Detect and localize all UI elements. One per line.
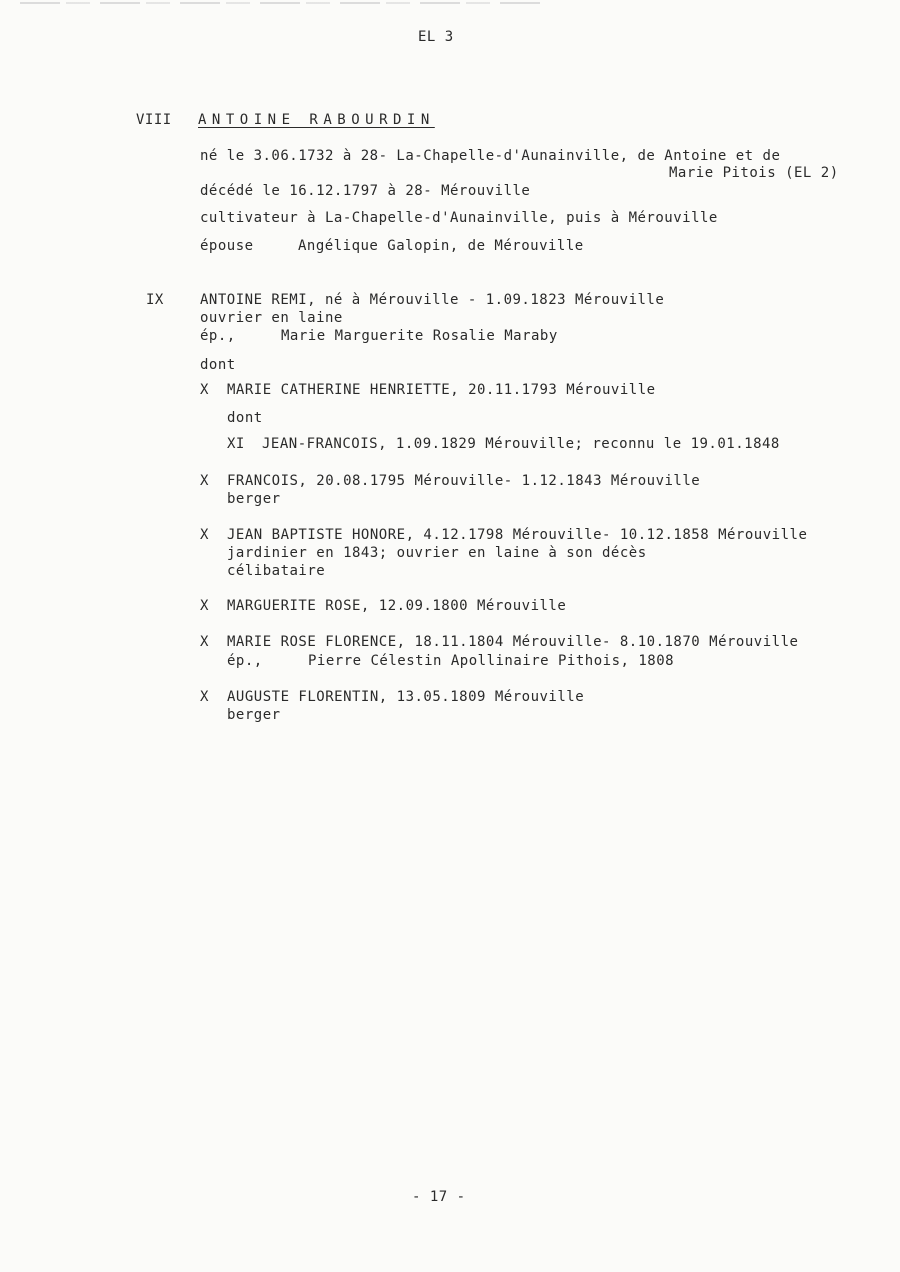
grandchild-gen: XI xyxy=(227,436,245,452)
child-line: célibataire xyxy=(227,563,326,579)
spouse-name: Pierre Célestin Apollinaire Pithois, 1808 xyxy=(308,653,675,669)
child-line: MARIE CATHERINE HENRIETTE, 20.11.1793 Mérouville xyxy=(227,382,656,398)
generation-number: VIII xyxy=(136,112,172,128)
birth-line: né le 3.06.1732 à 28- La-Chapelle-d'Aunainville, de Antoine et de xyxy=(200,148,781,164)
child-gen: X xyxy=(200,598,209,614)
scan-artifact xyxy=(20,2,540,4)
child-line: MARGUERITE ROSE, 12.09.1800 Mérouville xyxy=(227,598,567,614)
child-gen: X xyxy=(200,382,209,398)
spouse-label: ép., xyxy=(200,328,236,344)
page-reference: EL 3 xyxy=(418,29,454,45)
spouse-name: Marie Marguerite Rosalie Maraby xyxy=(281,328,558,344)
child-line: FRANCOIS, 20.08.1795 Mérouville- 1.12.1843 Mérouville xyxy=(227,473,701,489)
person-line: ANTOINE REMI, né à Mérouville - 1.09.1823 Mérouville xyxy=(200,292,665,308)
child-line: JEAN BAPTISTE HONORE, 4.12.1798 Mérouville- 10.12.1858 Mérouville xyxy=(227,527,808,543)
generation-number: IX xyxy=(146,292,164,308)
occupation-line: ouvrier en laine xyxy=(200,310,343,326)
child-line: AUGUSTE FLORENTIN, 13.05.1809 Mérouville xyxy=(227,689,585,705)
birth-line-cont: Marie Pitois (EL 2) xyxy=(669,165,839,181)
child-line: jardinier en 1843; ouvrier en laine à son décès xyxy=(227,545,647,561)
spouse-label: ép., xyxy=(227,653,263,669)
spouse-name: Angélique Galopin, de Mérouville xyxy=(298,238,584,254)
occupation-line: cultivateur à La-Chapelle-d'Aunainville, puis à Mérouville xyxy=(200,210,718,226)
child-line: MARIE ROSE FLORENCE, 18.11.1804 Mérouville- 8.10.1870 Mérouville xyxy=(227,634,799,650)
main-person-name: ANTOINE RABOURDIN xyxy=(198,112,435,128)
spouse-label: épouse xyxy=(200,238,254,254)
child-gen: X xyxy=(200,527,209,543)
death-line: décédé le 16.12.1797 à 28- Mérouville xyxy=(200,183,531,199)
child-gen: X xyxy=(200,634,209,650)
child-gen: X xyxy=(200,473,209,489)
children-label: dont xyxy=(200,357,236,373)
child-line: berger xyxy=(227,707,281,723)
child-gen: X xyxy=(200,689,209,705)
children-label: dont xyxy=(227,410,263,426)
child-line: berger xyxy=(227,491,281,507)
grandchild-line: JEAN-FRANCOIS, 1.09.1829 Mérouville; reconnu le 19.01.1848 xyxy=(262,436,780,452)
page-number: - 17 - xyxy=(412,1189,466,1205)
